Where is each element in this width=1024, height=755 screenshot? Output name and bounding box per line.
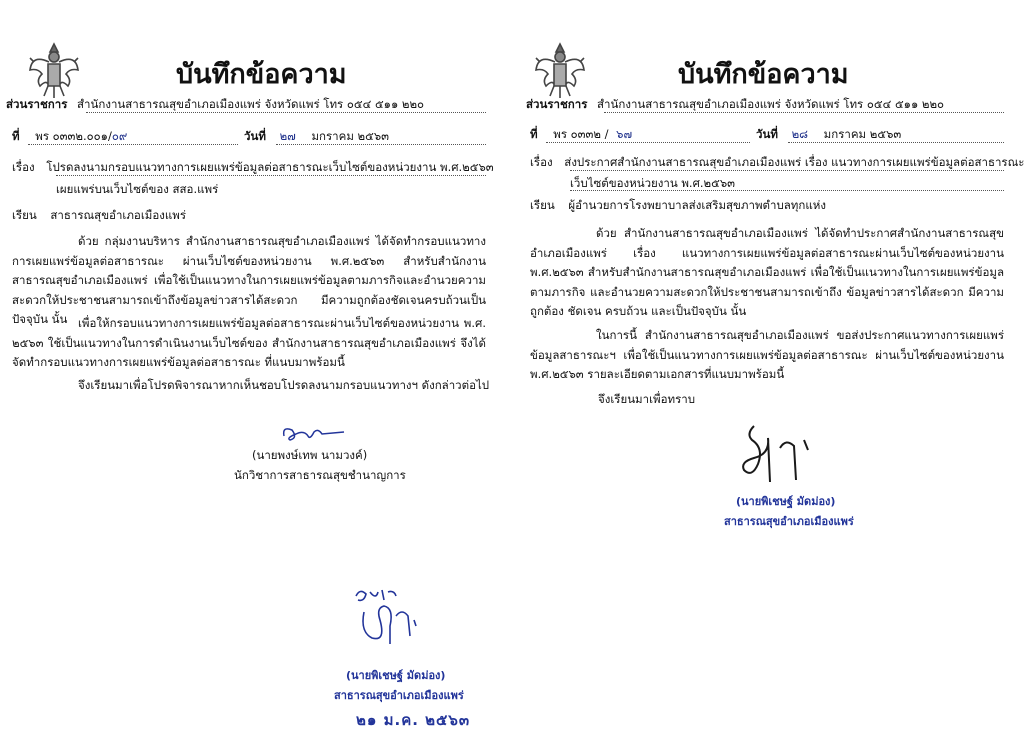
paragraph-2: ในการนี้ สำนักงานสาธารณสุขอำเภอเมืองแพร่ ขอส่งประกาศแนวทางการเผยแพร่ข้อมูลสาธารณะฯ เพื่อใช้เป็นแนวทางการเผยแพร่ข้อมูลต่อสาธารณะ ผ่านเว็บไซต์ของหน่วยงาน พ.ศ.๒๕๖๓ รายละเอียดตามเอกสารที่แนบมาพร้อมนี้ [530, 328, 1004, 381]
date-underline [788, 142, 1004, 143]
ref-underline [28, 144, 238, 145]
to-label: เรียน [12, 208, 37, 222]
approval-signature-icon [350, 586, 430, 648]
signer-name: (นายพิเชษฐ์ มัดม่อง) [736, 495, 836, 508]
ref-underline [546, 142, 750, 143]
ref-label: ที่ [530, 127, 538, 141]
to-value: ผู้อำนวยการโรงพยาบาลส่งเสริมสุขภาพตำบลทุกแห่ง [568, 198, 826, 212]
subject-underline [570, 170, 1004, 171]
ref-row [12, 129, 127, 143]
ref-handwritten: ๖๗ [616, 127, 633, 141]
to-label: เรียน [530, 198, 555, 212]
paragraph-2: เพื่อให้กรอบแนวทางการเผยแพร่ข้อมูลต่อสาธารณะผ่านเว็บไซต์ของหน่วยงาน พ.ศ. ๒๕๖๓ ใช้เป็นแนวทางในการดำเนินงานเว็บไซต์ของ สำนักงานสาธารณสุขอำเภอเมืองแพร่ จึงได้จัดทำกรอบแนวทางการเผยแพร่ข้อมูลต่อสาธารณะ ที่แนบมาพร้อมนี้ [12, 316, 486, 369]
subject-line-1: โปรดลงนามกรอบแนวทางการเผยแพร่ข้อมูลต่อสาธารณะเว็บไซต์ของหน่วยงาน พ.ศ.๒๕๖๓ [46, 160, 494, 174]
agency-label: ส่วนราชการ [526, 97, 588, 111]
date-handwritten: ๒๘ [791, 127, 809, 141]
ref-value: พร ๐๓๓๒.๐๐๑/ [35, 129, 112, 143]
approval-date: ๒๑ ม.ค. ๒๕๖๓ [356, 711, 471, 729]
agency-row [6, 97, 424, 111]
ref-handwritten: ๐๙ [111, 129, 128, 143]
approver-title: สาธารณสุขอำเภอเมืองแพร่ [334, 689, 464, 702]
paragraph-1: ด้วย สำนักงานสาธารณสุขอำเภอเมืองแพร่ ได้จัดทำประกาศสำนักงานสาธารณสุขอำเภอเมืองแพร่ เรื่อง แนวทางการเผยแพร่ข้อมูลต่อสาธารณะผ่านเว็บไซต์ของหน่วยงาน พ.ศ.๒๕๖๓ สำหรับสำนักงานสาธารณสุขอำเภอเมืองแพร่ เพื่อใช้เป็นแนวทางในการเผยแพร่ข้อมูลตามภารกิจ และอำนวยความสะดวกให้ประชาชนสามารถเข้าถึง ข้อมูลข่าวสารได้สะดวก มีความถูกต้อง ชัดเจน ครบถ้วน และเป็นปัจจุบัน นั้น [530, 226, 1004, 318]
paragraph-1: ด้วย กลุ่มงานบริหาร สำนักงานสาธารณสุขอำเภอเมืองแพร่ ได้จัดทำกรอบแนวทางการเผยแพร่ข้อมูลต่อสาธารณะ ผ่านเว็บไซต์ของหน่วยงาน พ.ศ.๒๕๖๓ สำหรับสำนักงานสาธารณสุขอำเภอเมืองแพร่ เพื่อใช้เป็นแนวทางในการเผยแพร่ข้อมูลตามภารกิจและอำนวยความสะดวกให้ประชาชนสามารถเข้าถึงข้อมูลข่าวสารได้สะดวก มีความถูกต้องชัดเจนครบถ้วนเป็นปัจจุบัน นั้น [12, 234, 486, 326]
subject-row [530, 155, 1024, 169]
memo-title: บันทึกข้อความ [176, 59, 347, 90]
subject-underline [56, 175, 486, 176]
ref-label: ที่ [12, 129, 20, 143]
agency-underline [604, 112, 1004, 113]
subject-underline-2 [570, 190, 1004, 191]
memo-title: บันทึกข้อความ [678, 59, 849, 90]
date-label: วันที่ [244, 129, 266, 143]
date-value: มกราคม ๒๕๖๓ [311, 129, 390, 143]
subject-line-2: เว็บไซต์ของหน่วยงาน พ.ศ.๒๕๖๓ [570, 176, 735, 190]
date-row [244, 129, 389, 143]
signature-pichet-icon [724, 420, 834, 490]
agency-label: ส่วนราชการ [6, 97, 68, 111]
agency-underline [86, 112, 486, 113]
subject-label: เรื่อง [12, 160, 35, 174]
closing-text: จึงเรียนมาเพื่อทราบ [598, 392, 696, 406]
date-row [756, 127, 901, 141]
signer-name: (นายพงษ์เทพ นามวงค์) [252, 448, 368, 462]
ref-value: พร ๐๓๓๒ / [553, 127, 609, 141]
subject-label: เรื่อง [530, 155, 553, 169]
signer-title: นักวิชาการสาธารณสุขชำนาญการ [234, 468, 406, 482]
date-handwritten: ๒๗ [279, 129, 296, 143]
agency-value: สำนักงานสาธารณสุขอำเภอเมืองแพร่ จังหวัดแพร่ โทร ๐๕๔ ๕๑๑ ๒๒๐ [77, 97, 425, 111]
agency-value: สำนักงานสาธารณสุขอำเภอเมืองแพร่ จังหวัดแพร่ โทร ๐๕๔ ๕๑๑ ๒๒๐ [597, 97, 945, 111]
approver-name: (นายพิเชษฐ์ มัดม่อง) [346, 669, 446, 682]
to-row [12, 208, 186, 222]
subject-line-1: ส่งประกาศสำนักงานสาธารณสุขอำเภอเมืองแพร่ เรื่อง แนวทางการเผยแพร่ข้อมูลต่อสาธารณะ [564, 155, 1024, 169]
memo-left [0, 0, 500, 755]
date-value: มกราคม ๒๕๖๓ [823, 127, 902, 141]
memo-right [512, 0, 1024, 755]
ref-row [530, 127, 632, 141]
subject-row [12, 160, 494, 174]
signer-title: สาธารณสุขอำเภอเมืองแพร่ [724, 515, 854, 528]
garuda-emblem-icon [534, 40, 586, 102]
garuda-emblem-icon [28, 40, 80, 102]
date-underline [276, 144, 486, 145]
subject-line-2: เผยแพร่บนเว็บไซต์ของ สสอ.แพร่ [56, 182, 219, 196]
agency-row [526, 97, 944, 111]
to-row [530, 198, 826, 212]
date-label: วันที่ [756, 127, 778, 141]
to-value: สาธารณสุขอำเภอเมืองแพร่ [50, 208, 187, 222]
closing-text: จึงเรียนมาเพื่อโปรดพิจารณาหากเห็นชอบโปรดลงนามกรอบแนวทางฯ ดังกล่าวต่อไป [78, 378, 490, 392]
signature-pongthep-icon [278, 422, 348, 446]
